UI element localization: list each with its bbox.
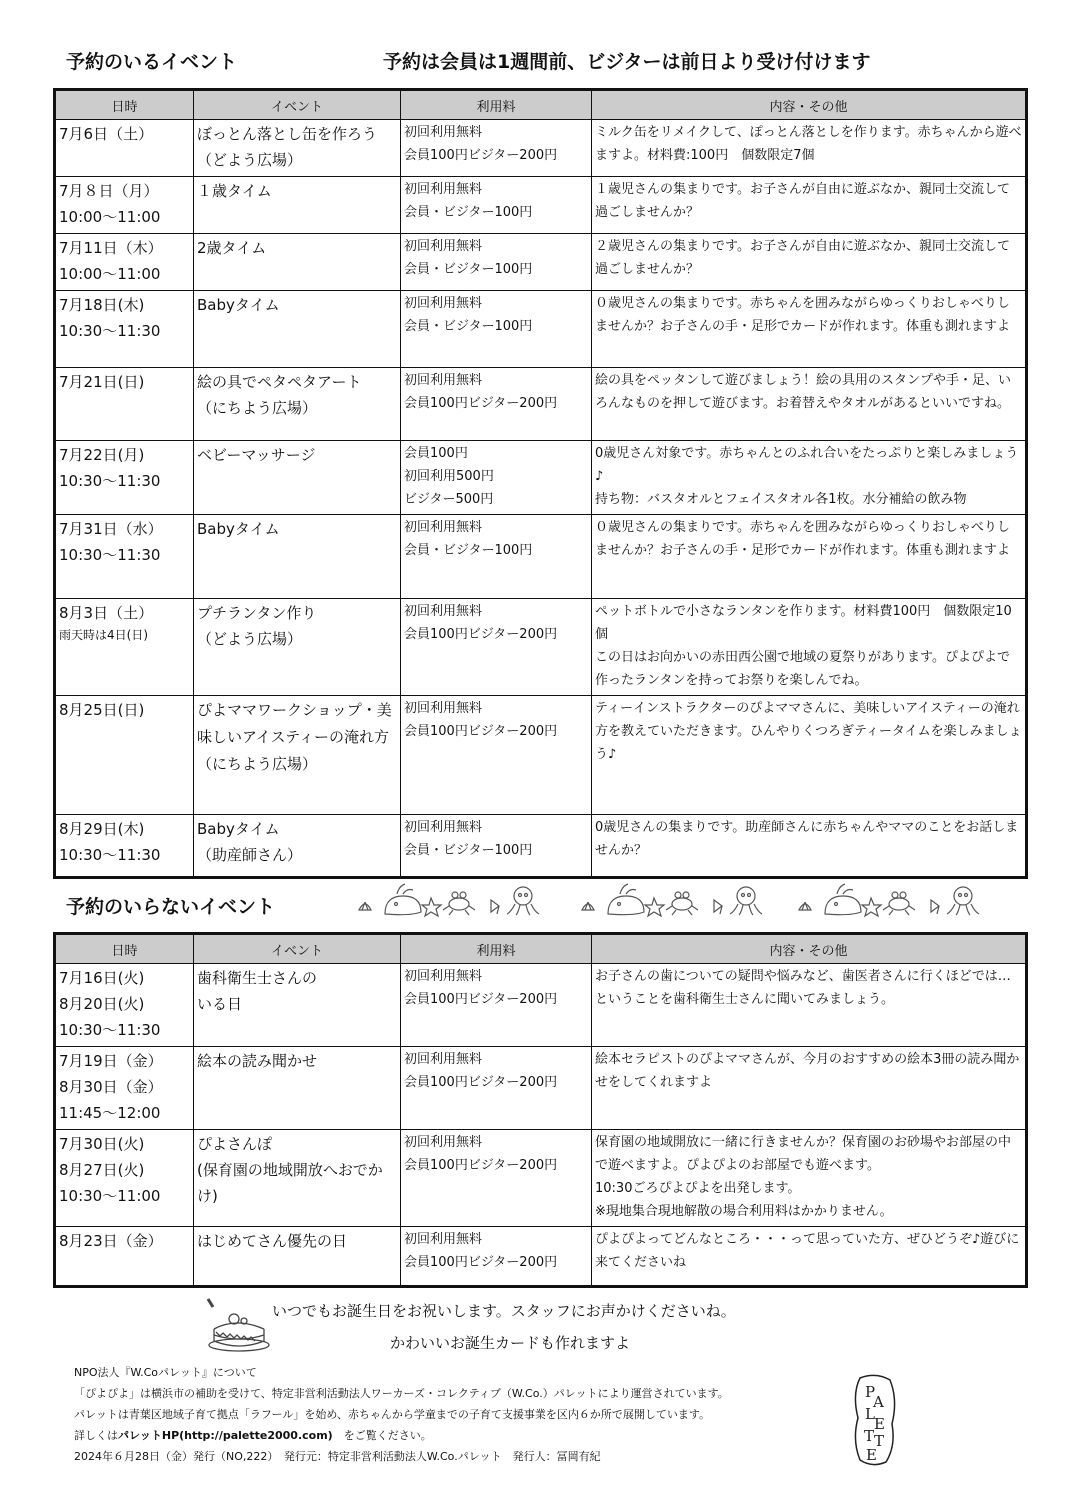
section2-title: 予約のいらないイベント bbox=[66, 896, 276, 918]
cell-event: 絵本の読み聞かせ bbox=[194, 1047, 401, 1130]
cell-details: ２歳児さんの集まりです。お子さんが自由に遊ぶなか、親同士交流して過ごしませんか？ bbox=[592, 234, 1027, 291]
cell-date: 7月18日(木) 10:30～11:30 bbox=[55, 291, 194, 368]
footer-publication-info: 2024年６月28日（金）発行（NO,222） 発行元：特定非営利活動法人W.Co.パレット 発行人：冨岡有紀 bbox=[74, 1450, 601, 1463]
footer-about: NPO法人『W.Coパレット』について bbox=[74, 1366, 257, 1379]
cell-event: ぴよママワークショップ・美味しいアイスティーの淹れ方 （にちよう広場） bbox=[194, 696, 401, 815]
cell-details: ティーインストラクターのぴよママさんに、美味しいアイスティーの淹れ方を教えていただきます。ひんやりくつろぎティータイムを楽しみましょう♪ bbox=[592, 696, 1027, 815]
footer-line3 bbox=[74, 1426, 432, 1447]
cell-date bbox=[55, 599, 194, 696]
table-row bbox=[55, 177, 1027, 234]
cell-fee: 初回利用無料 会員・ビジター100円 bbox=[401, 291, 592, 368]
cell-fee: 初回利用無料 会員・ビジター100円 bbox=[401, 234, 592, 291]
cell-details: ０歳児さんの集まりです。赤ちゃんを囲みながらゆっくりおしゃべりしませんか？お子さんの手・足形でカードが作れます。体重も測れますよ bbox=[592, 291, 1027, 368]
cell-details: 保育園の地域開放に一緒に行きませんか？保育園のお砂場やお部屋の中で遊べますよ。ぴよぴよのお部屋でも遊べます。 10:30ごろぴよぴよを出発します。 ※現地集合現地解散の場合利用料はかかりません。 bbox=[592, 1130, 1027, 1227]
table-row bbox=[55, 964, 1027, 1047]
header-date: 日時 bbox=[55, 934, 194, 964]
cake-icon bbox=[200, 1295, 270, 1355]
cell-fee: 初回利用無料 会員100円ビジター200円 bbox=[401, 1047, 592, 1130]
svg-text:T: T bbox=[874, 1432, 885, 1450]
cell-fee: 初回利用無料 会員100円ビジター200円 bbox=[401, 1227, 592, 1287]
cell-event: Babyタイム （助産師さん） bbox=[194, 815, 401, 878]
cell-date: 7月22日(月) 10:30～11:30 bbox=[55, 441, 194, 515]
cell-event: Babyタイム bbox=[194, 291, 401, 368]
cell-details: ミルク缶をリメイクして、ぽっとん落としを作ります。赤ちゃんから遊べますよ。材料費:100円 個数限定7個 bbox=[592, 120, 1027, 177]
sea-creatures-decoration bbox=[578, 880, 778, 920]
section1-title: 予約のいるイベント bbox=[66, 51, 238, 73]
cell-event: 絵の具でペタペタアート （にちよう広場） bbox=[194, 368, 401, 441]
cell-event: ベビーマッサージ bbox=[194, 441, 401, 515]
cell-details: ０歳児さんの集まりです。赤ちゃんを囲みながらゆっくりおしゃべりしませんか？お子さんの手・足形でカードが作れます。体重も測れますよ bbox=[592, 515, 1027, 599]
walk-in-events-table bbox=[53, 932, 1028, 1288]
cell-date: 7月16日(火) 8月20日(火) 10:30～11:30 bbox=[55, 964, 194, 1047]
svg-text:A: A bbox=[873, 1393, 884, 1411]
reservation-notice: 予約は会員は1週間前、ビジターは前日より受け付けます bbox=[383, 51, 871, 73]
cell-date: 7月21日(日) bbox=[55, 368, 194, 441]
header-event: イベント bbox=[194, 934, 401, 964]
cell-fee: 初回利用無料 会員・ビジター100円 bbox=[401, 815, 592, 878]
header-details: 内容・その他 bbox=[592, 90, 1027, 120]
header-date: 日時 bbox=[55, 90, 194, 120]
cell-fee: 初回利用無料 会員100円ビジター200円 bbox=[401, 696, 592, 815]
cell-details: お子さんの歯についての疑問や悩みなど、歯医者さんに行くほどでは…ということを歯科衛生士さんに聞いてみましょう。 bbox=[592, 964, 1027, 1047]
footer-line3-post: をご覧ください。 bbox=[332, 1429, 432, 1442]
cell-details: 絵本セラピストのぴよママさんが、今月のおすすめの絵本3冊の読み聞かせをしてくれますよ bbox=[592, 1047, 1027, 1130]
cell-date: 8月23日（金） bbox=[55, 1227, 194, 1287]
cell-details: ぴよぴよってどんなところ・・・って思っていた方、ぜひどうぞ♪遊びに来てくださいね bbox=[592, 1227, 1027, 1287]
palette-hp-link[interactable]: パレットHP(http://palette2000.com) bbox=[118, 1429, 333, 1442]
cell-details: ペットボトルで小さなランタンを作ります。材料費100円 個数限定10個 この日はお向かいの赤田西公園で地域の夏祭りがあります。ぴよぴよで作ったランタンを持ってお祭りを楽しんでね。 bbox=[592, 599, 1027, 696]
cell-details: 0歳児さん対象です。赤ちゃんとのふれ合いをたっぷりと楽しみましょう♪ 持ち物：バスタオルとフェイスタオル各1枚。水分補給の飲み物 bbox=[592, 441, 1027, 515]
header-details: 内容・その他 bbox=[592, 934, 1027, 964]
cell-fee: 初回利用無料 会員100円ビジター200円 bbox=[401, 368, 592, 441]
cell-fee: 初回利用無料 会員・ビジター100円 bbox=[401, 177, 592, 234]
cell-date: 7月11日（木） 10:00～11:00 bbox=[55, 234, 194, 291]
table-row bbox=[55, 815, 1027, 878]
cell-date: 7月８日（月） 10:00～11:00 bbox=[55, 177, 194, 234]
header-event: イベント bbox=[194, 90, 401, 120]
table-row bbox=[55, 599, 1027, 696]
table-row bbox=[55, 515, 1027, 599]
table-row bbox=[55, 441, 1027, 515]
cell-event: Babyタイム bbox=[194, 515, 401, 599]
cell-fee: 初回利用無料 会員100円ビジター200円 bbox=[401, 599, 592, 696]
header-fee: 利用料 bbox=[401, 90, 592, 120]
cell-fee: 初回利用無料 会員100円ビジター200円 bbox=[401, 120, 592, 177]
cell-date: 7月30日(火) 8月27日(火) 10:30～11:00 bbox=[55, 1130, 194, 1227]
table-row bbox=[55, 120, 1027, 177]
cell-event: 2歳タイム bbox=[194, 234, 401, 291]
table-row bbox=[55, 696, 1027, 815]
footer-line1: 「ぴよぴよ」は横浜市の補助を受けて、特定非営利活動法人ワーカーズ・コレクティブ（W.Co.）パレットにより運営されています。 bbox=[74, 1387, 729, 1400]
cell-event: はじめてさん優先の日 bbox=[194, 1227, 401, 1287]
svg-text:E: E bbox=[866, 1446, 877, 1464]
cell-event: ぴよさんぽ (保育園の地域開放へおでかけ) bbox=[194, 1130, 401, 1227]
date-text: 8月3日（土） bbox=[59, 604, 154, 622]
table-row bbox=[55, 234, 1027, 291]
cell-event: １歳タイム bbox=[194, 177, 401, 234]
footer-line2: パレットは青葉区地域子育て拠点「ラフール」を始め、赤ちゃんから学童までの子育て支援事業を区内６か所で展開しています。 bbox=[74, 1408, 711, 1421]
sea-creatures-decoration bbox=[355, 880, 550, 920]
table-row bbox=[55, 291, 1027, 368]
cell-date: 8月25日(日) bbox=[55, 696, 194, 815]
svg-text:L: L bbox=[865, 1405, 875, 1423]
cell-date: 8月29日(木) 10:30～11:30 bbox=[55, 815, 194, 878]
table-row bbox=[55, 368, 1027, 441]
birthday-message: いつでもお誕生日をお祝いします。スタッフにお声かけくださいね。 bbox=[272, 1302, 736, 1320]
cell-date: 7月31日（水） 10:30～11:30 bbox=[55, 515, 194, 599]
table-row bbox=[55, 1047, 1027, 1130]
reservation-events-table bbox=[53, 88, 1028, 879]
cell-event: ぼっとん落とし缶を作ろう （どよう広場） bbox=[194, 120, 401, 177]
cell-details: 絵の具をペッタンして遊びましょう！絵の具用のスタンプや手・足、いろんなものを押して遊びます。お着替えやタオルがあるといいですね。 bbox=[592, 368, 1027, 441]
cell-details: 0歳児さんの集まりです。助産師さんに赤ちゃんやママのことをお話しませんか？ bbox=[592, 815, 1027, 878]
cell-fee: 初回利用無料 会員100円ビジター200円 bbox=[401, 1130, 592, 1227]
birthday-card-message: かわいいお誕生カードも作れますよ bbox=[390, 1334, 631, 1352]
svg-text:T: T bbox=[864, 1427, 875, 1445]
header-fee: 利用料 bbox=[401, 934, 592, 964]
cell-fee: 初回利用無料 会員・ビジター100円 bbox=[401, 515, 592, 599]
footer-line3-pre: 詳しくは bbox=[74, 1429, 118, 1442]
cell-event: プチランタン作り （どよう広場） bbox=[194, 599, 401, 696]
rain-date: 雨天時は4日(日) bbox=[59, 628, 148, 642]
table-row bbox=[55, 1227, 1027, 1287]
sea-creatures-decoration bbox=[795, 880, 990, 920]
cell-details: １歳児さんの集まりです。お子さんが自由に遊ぶなか、親同士交流して過ごしませんか？ bbox=[592, 177, 1027, 234]
cell-date: 7月19日（金） 8月30日（金） 11:45～12:00 bbox=[55, 1047, 194, 1130]
palette-logo bbox=[850, 1372, 900, 1468]
cell-date: 7月6日（土） bbox=[55, 120, 194, 177]
svg-text:E: E bbox=[874, 1415, 885, 1433]
table-row bbox=[55, 1130, 1027, 1227]
cell-fee: 初回利用無料 会員100円ビジター200円 bbox=[401, 964, 592, 1047]
cell-fee: 会員100円 初回利用500円 ビジター500円 bbox=[401, 441, 592, 515]
svg-text:P: P bbox=[865, 1383, 876, 1401]
cell-event: 歯科衛生士さんの いる日 bbox=[194, 964, 401, 1047]
